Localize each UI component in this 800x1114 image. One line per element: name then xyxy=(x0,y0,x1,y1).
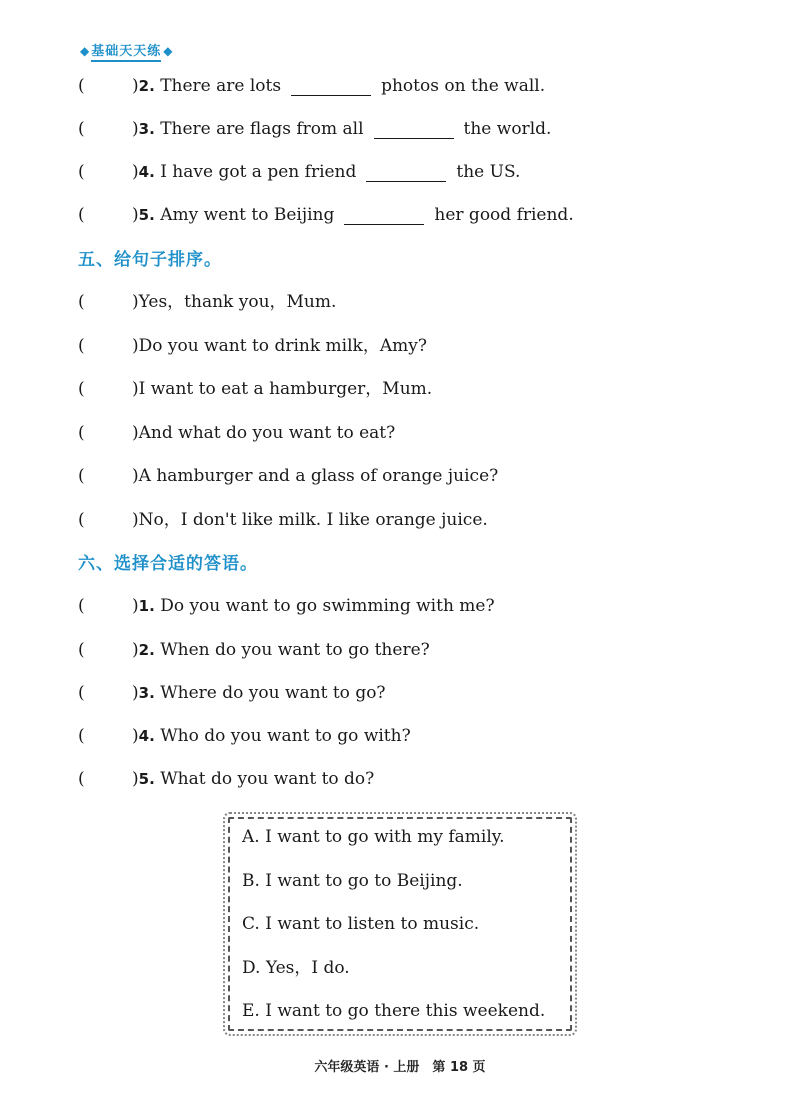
answer-options-box xyxy=(228,817,572,1031)
item-number: 5. xyxy=(138,770,155,788)
header-tag-text: 基础天天练 xyxy=(91,40,161,62)
answer-paren-open[interactable]: ( xyxy=(78,162,85,182)
question-text: Who do you want to go with? xyxy=(160,726,411,746)
ordering-item: ( ) Yes，thank you，Mum. xyxy=(78,288,336,316)
question-item: ( ) 4. Who do you want to go with? xyxy=(78,722,411,750)
sentence-before: There are flags from all xyxy=(160,119,364,139)
answer-paren-open[interactable]: ( xyxy=(78,596,85,616)
answer-option: C. I want to listen to music. xyxy=(242,914,480,934)
question-item: ( ) 2. When do you want to go there? xyxy=(78,636,430,664)
question-text: What do you want to do? xyxy=(160,769,375,789)
answer-option: A. I want to go with my family. xyxy=(242,827,505,847)
diamond-right-icon: ◆ xyxy=(163,44,173,58)
answer-paren-open[interactable]: ( xyxy=(78,336,85,356)
sentence-after: the US. xyxy=(456,162,521,182)
item-number: 2. xyxy=(138,77,155,95)
ordering-item: ( ) A hamburger and a glass of orange juice? xyxy=(78,462,498,490)
item-number: 5. xyxy=(138,206,155,224)
sentence-after: photos on the wall. xyxy=(381,76,546,96)
answer-paren-open[interactable]: ( xyxy=(78,205,85,225)
item-number: 4. xyxy=(138,163,155,181)
ordering-sentence: Do you want to drink milk，Amy? xyxy=(138,336,427,356)
answer-paren-open[interactable]: ( xyxy=(78,423,85,443)
fill-blank-item: ( ) 3. There are flags from all the world. xyxy=(78,115,551,143)
item-number: 3. xyxy=(138,684,155,702)
sentence-before: There are lots xyxy=(160,76,282,96)
ordering-sentence: And what do you want to eat? xyxy=(138,423,396,443)
item-number: 3. xyxy=(138,120,155,138)
item-number: 1. xyxy=(138,597,155,615)
diamond-left-icon: ◆ xyxy=(80,44,90,58)
answer-option: B. I want to go to Beijing. xyxy=(242,871,463,891)
question-text: Do you want to go swimming with me? xyxy=(160,596,495,616)
ordering-sentence: No，I don't like milk. I like orange juice. xyxy=(138,510,488,530)
answer-option: D. Yes，I do. xyxy=(242,958,350,978)
item-number: 4. xyxy=(138,727,155,745)
sentence-after: the world. xyxy=(463,119,552,139)
question-item: ( ) 1. Do you want to go swimming with me? xyxy=(78,592,495,620)
sentence-after: her good friend. xyxy=(434,205,574,225)
ordering-item: ( ) I want to eat a hamburger，Mum. xyxy=(78,375,432,403)
answer-option: E. I want to go there this weekend. xyxy=(242,1001,546,1021)
fill-blank-item: ( ) 4. I have got a pen friend the US. xyxy=(78,158,520,186)
answer-paren-open[interactable]: ( xyxy=(78,726,85,746)
question-text: When do you want to go there? xyxy=(160,640,430,660)
sentence-before: I have got a pen friend xyxy=(160,162,357,182)
fill-blank-item: ( ) 5. Amy went to Beijing her good friend. xyxy=(78,201,574,229)
answer-paren-open[interactable]: ( xyxy=(78,466,85,486)
answer-paren-open[interactable]: ( xyxy=(78,292,85,312)
section-header-tag xyxy=(80,40,172,62)
answer-paren-open[interactable]: ( xyxy=(78,76,85,96)
answer-paren-open[interactable]: ( xyxy=(78,510,85,530)
ordering-item: ( ) Do you want to drink milk，Amy? xyxy=(78,332,427,360)
ordering-sentence: A hamburger and a glass of orange juice? xyxy=(138,466,499,486)
blank-line[interactable] xyxy=(366,163,446,182)
ordering-sentence: I want to eat a hamburger，Mum. xyxy=(138,379,433,399)
answer-paren-open[interactable]: ( xyxy=(78,119,85,139)
question-item: ( ) 3. Where do you want to go? xyxy=(78,679,386,707)
section-title-choose-answer: 六、选择合适的答语。 xyxy=(78,554,258,574)
blank-line[interactable] xyxy=(291,77,371,96)
question-text: Where do you want to go? xyxy=(160,683,386,703)
answer-paren-open[interactable]: ( xyxy=(78,683,85,703)
page-footer: 六年级英语 · 上册 第 18 页 xyxy=(314,1060,486,1075)
ordering-sentence: Yes，thank you，Mum. xyxy=(138,292,337,312)
ordering-item: ( ) No，I don't like milk. I like orange juice. xyxy=(78,506,488,534)
answer-paren-open[interactable]: ( xyxy=(78,379,85,399)
fill-blank-item: ( ) 2. There are lots photos on the wall. xyxy=(78,72,545,100)
section-title-ordering: 五、给句子排序。 xyxy=(78,250,222,270)
ordering-item: ( ) And what do you want to eat? xyxy=(78,419,395,447)
blank-line[interactable] xyxy=(344,206,424,225)
sentence-before: Amy went to Beijing xyxy=(160,205,335,225)
item-number: 2. xyxy=(138,641,155,659)
question-item: ( ) 5. What do you want to do? xyxy=(78,765,374,793)
answer-paren-open[interactable]: ( xyxy=(78,769,85,789)
answer-paren-open[interactable]: ( xyxy=(78,640,85,660)
blank-line[interactable] xyxy=(374,120,454,139)
